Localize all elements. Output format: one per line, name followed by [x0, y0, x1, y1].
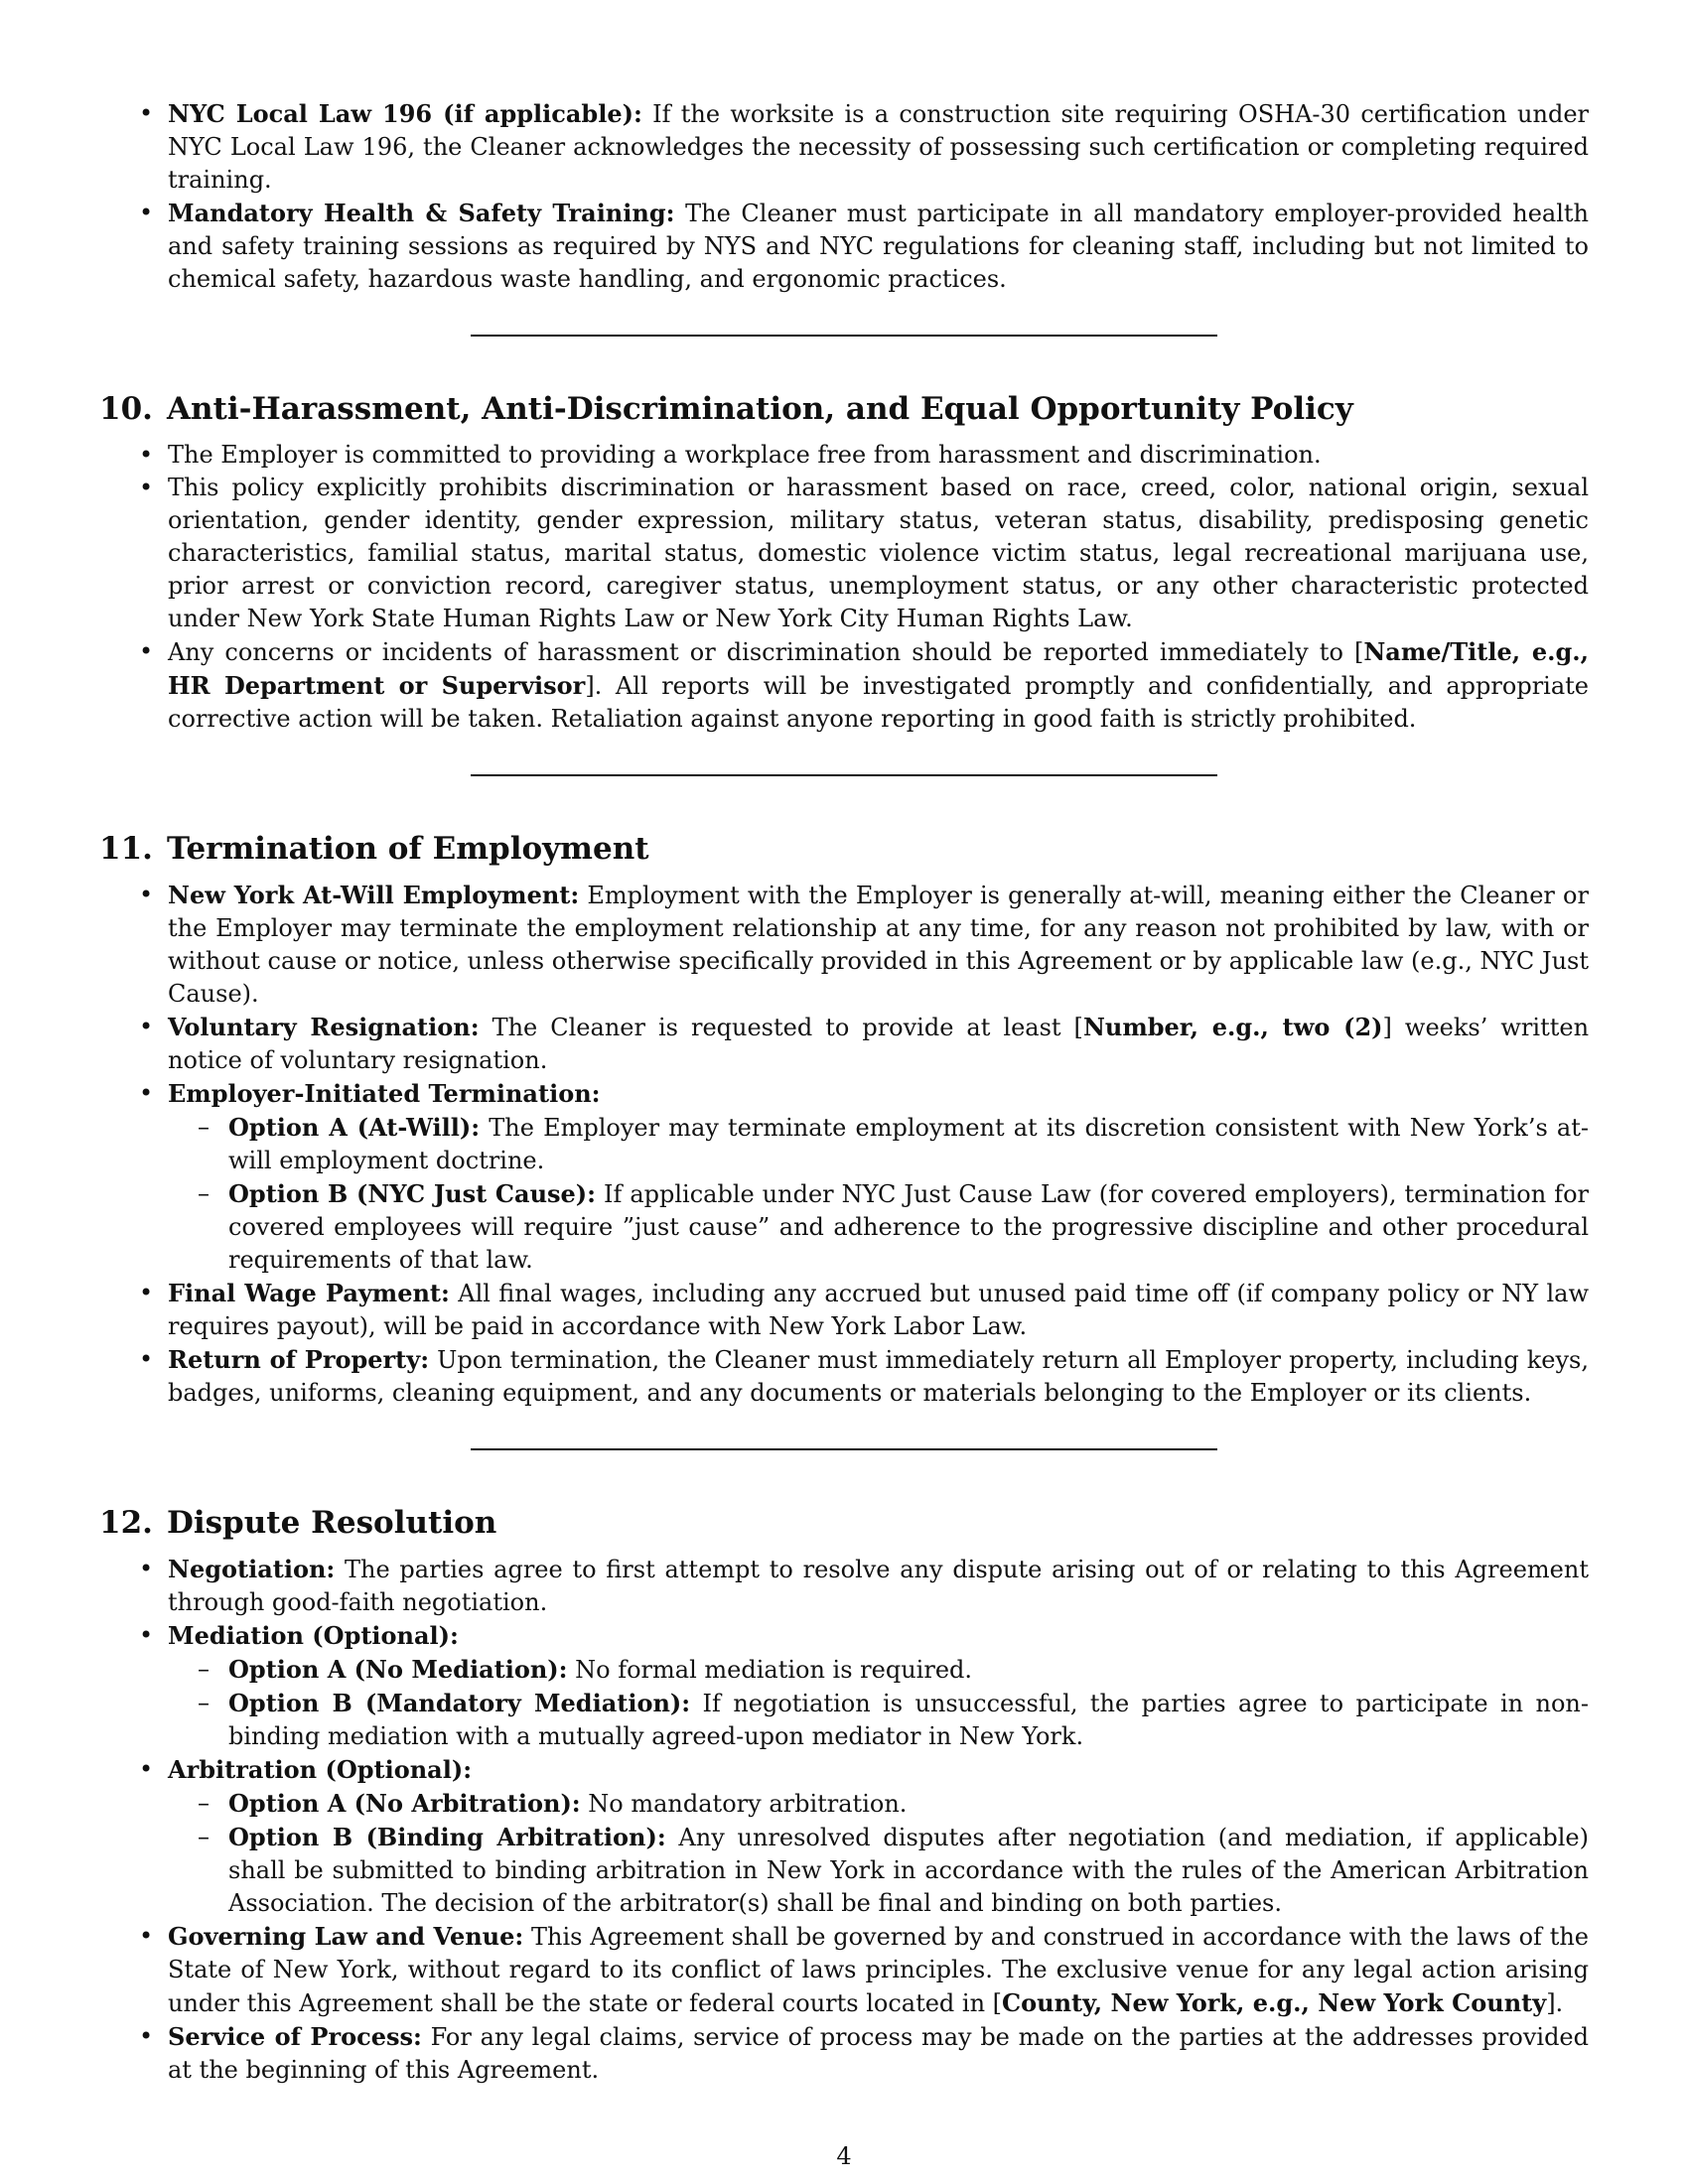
list-item	[99, 635, 1589, 736]
list-item	[99, 197, 1589, 296]
item-text: For any legal claims, service of process may be made on the parties at the addresses provided at the beginning of this Agreement.	[168, 2023, 1589, 2084]
item-text: This policy explicitly prohibits discrimination or harassment based on race, creed, color, national origin, sexual orientation, gender identity, gender expression, military status, veteran status, disability, predisposing genetic characteristics, familial status, marital status, domestic violence victim status, legal recreational marijuana use, prior arrest or conviction record, caregiver status, unemployment status, or any other characteristic protected under New York State Human Rights Law or New York City Human Rights Law.	[168, 474, 1589, 632]
sub-list-item	[168, 1687, 1589, 1753]
list-item	[99, 439, 1589, 472]
item-label: Option B (Binding Arbitration):	[228, 1823, 666, 1851]
item-text: ].	[1546, 1989, 1564, 2017]
item-text: The Employer may terminate employment at its discretion consistent with New York’s at-will employment doctrine.	[228, 1114, 1589, 1174]
item-label: Return of Property:	[168, 1345, 430, 1374]
item-text: ]. All reports will be investigated promptly and confidentially, and appropriate corrective action will be taken. Retaliation against anyone reporting in good faith is strictly prohibited.	[168, 672, 1590, 733]
sub-list-item	[168, 1111, 1589, 1177]
item-label: Option A (At-Will):	[228, 1113, 481, 1142]
section-number: 11.	[99, 831, 153, 867]
item-text: No mandatory arbitration.	[580, 1790, 908, 1818]
item-text: If the worksite is a construction site requiring OSHA-30 certification under NYC Local Law 196, the Cleaner acknowledges the necessity of possessing such certification or completing required training.	[168, 100, 1589, 194]
sub-list	[168, 1111, 1589, 1277]
list-item	[99, 1619, 1589, 1753]
section-heading-11	[99, 829, 1589, 869]
item-label: Option A (No Arbitration):	[228, 1789, 581, 1818]
section-heading-12	[99, 1503, 1589, 1543]
placeholder-field: County, New York, e.g., New York County	[1002, 1988, 1547, 2017]
item-label: Option A (No Mediation):	[228, 1655, 568, 1684]
item-text: This Agreement shall be governed by and construed in accordance with the laws of the State of New York, without regard to its conflict of laws principles. The exclusive venue for any legal action arising under this Agreement shall be the state or federal courts located in [	[168, 1923, 1590, 2017]
item-text: Upon termination, the Cleaner must immediately return all Employer property, including keys, badges, uniforms, cleaning equipment, and any documents or materials belonging to the Employer or its clients.	[168, 1346, 1590, 1407]
item-label: New York At-Will Employment:	[168, 881, 580, 909]
placeholder-field: Name/Title, e.g., HR Department or Supervisor	[168, 637, 1589, 700]
sub-list	[168, 1787, 1589, 1920]
list-item	[99, 1920, 1589, 2020]
list-item	[99, 97, 1589, 197]
item-text: The Cleaner is requested to provide at least [	[479, 1014, 1083, 1041]
item-text: Any concerns or incidents of harassment or discrimination should be reported immediately to [	[168, 638, 1364, 666]
item-label: Employer-Initiated Termination:	[168, 1079, 601, 1108]
item-label: Mediation (Optional):	[168, 1621, 459, 1650]
sub-list-item	[168, 1787, 1589, 1821]
sub-list-item	[168, 1653, 1589, 1687]
section-title: Dispute Resolution	[166, 1505, 497, 1541]
placeholder-field: Number, e.g., two (2)	[1082, 1013, 1383, 1041]
section-11-list	[99, 879, 1589, 1410]
section-title: Anti-Harassment, Anti-Discrimination, and Equal Opportunity Policy	[166, 391, 1353, 427]
list-item	[99, 1753, 1589, 1920]
list-item	[99, 879, 1589, 1011]
item-label: Arbitration (Optional):	[168, 1755, 473, 1784]
section-10-list	[99, 439, 1589, 736]
item-label: Governing Law and Venue:	[168, 1922, 524, 1951]
section-12-list	[99, 1553, 1589, 2087]
item-label: Final Wage Payment:	[168, 1279, 450, 1307]
list-item	[99, 2020, 1589, 2087]
item-label: Service of Process:	[168, 2022, 422, 2051]
item-text: The Employer is committed to providing a workplace free from harassment and discrimination.	[168, 441, 1322, 469]
section-title: Termination of Employment	[166, 831, 649, 867]
item-text: The parties agree to first attempt to resolve any dispute arising out of or relating to this Agreement through good-faith negotiation.	[168, 1556, 1589, 1616]
sub-list	[168, 1653, 1589, 1753]
list-item	[99, 1011, 1589, 1077]
sub-list-item	[168, 1177, 1589, 1277]
section-number: 10.	[99, 391, 153, 427]
item-label: Negotiation:	[168, 1555, 336, 1583]
item-text: ] weeks’ written notice of voluntary resignation.	[168, 1014, 1590, 1074]
section-number: 12.	[99, 1505, 153, 1541]
page-number: 4	[836, 2142, 852, 2170]
item-label: NYC Local Law 196 (if applicable):	[168, 99, 642, 128]
intro-list	[99, 97, 1589, 296]
list-item	[99, 1343, 1589, 1410]
item-text: Employment with the Employer is generally at-will, meaning either the Cleaner or the Employer may terminate the employment relationship at any time, for any reason not prohibited by law, with or without cause or notice, unless otherwise specifically provided in this Agreement or by applicable law (e.g., NYC Just Cause).	[168, 882, 1589, 1008]
item-text: Any unresolved disputes after negotiation (and mediation, if applicable) shall be submitted to binding arbitration in New York in accordance with the rules of the American Arbitration Association. The decision of the arbitrator(s) shall be final and binding on both parties.	[228, 1824, 1589, 1917]
item-label: Option B (NYC Just Cause):	[228, 1179, 597, 1208]
section-heading-10	[99, 389, 1589, 429]
item-text: If applicable under NYC Just Cause Law (for covered employers), termination for covered employees will require ”just cause” and adherence to the progressive discipline and other procedural requirements of that law.	[228, 1180, 1589, 1274]
item-text: All final wages, including any accrued but unused paid time off (if company policy or NY law requires payout), will be paid in accordance with New York Labor Law.	[168, 1280, 1589, 1340]
item-text: No formal mediation is required.	[567, 1656, 973, 1684]
item-label: Option B (Mandatory Mediation):	[228, 1689, 691, 1717]
item-text: The Cleaner must participate in all mandatory employer-provided health and safety training sessions as required by NYS and NYC regulations for cleaning staff, including but not limited to chemical safety, hazardous waste handling, and ergonomic practices.	[168, 200, 1589, 293]
list-item	[99, 472, 1589, 635]
list-item	[99, 1553, 1589, 1619]
item-text: If negotiation is unsuccessful, the parties agree to participate in non-binding mediation with a mutually agreed-upon mediator in New York.	[228, 1690, 1590, 1750]
list-item	[99, 1077, 1589, 1277]
page-content	[99, 97, 1589, 2087]
list-item	[99, 1277, 1589, 1343]
item-label: Voluntary Resignation:	[168, 1013, 480, 1041]
sub-list-item	[168, 1821, 1589, 1920]
item-label: Mandatory Health & Safety Training:	[168, 199, 675, 227]
